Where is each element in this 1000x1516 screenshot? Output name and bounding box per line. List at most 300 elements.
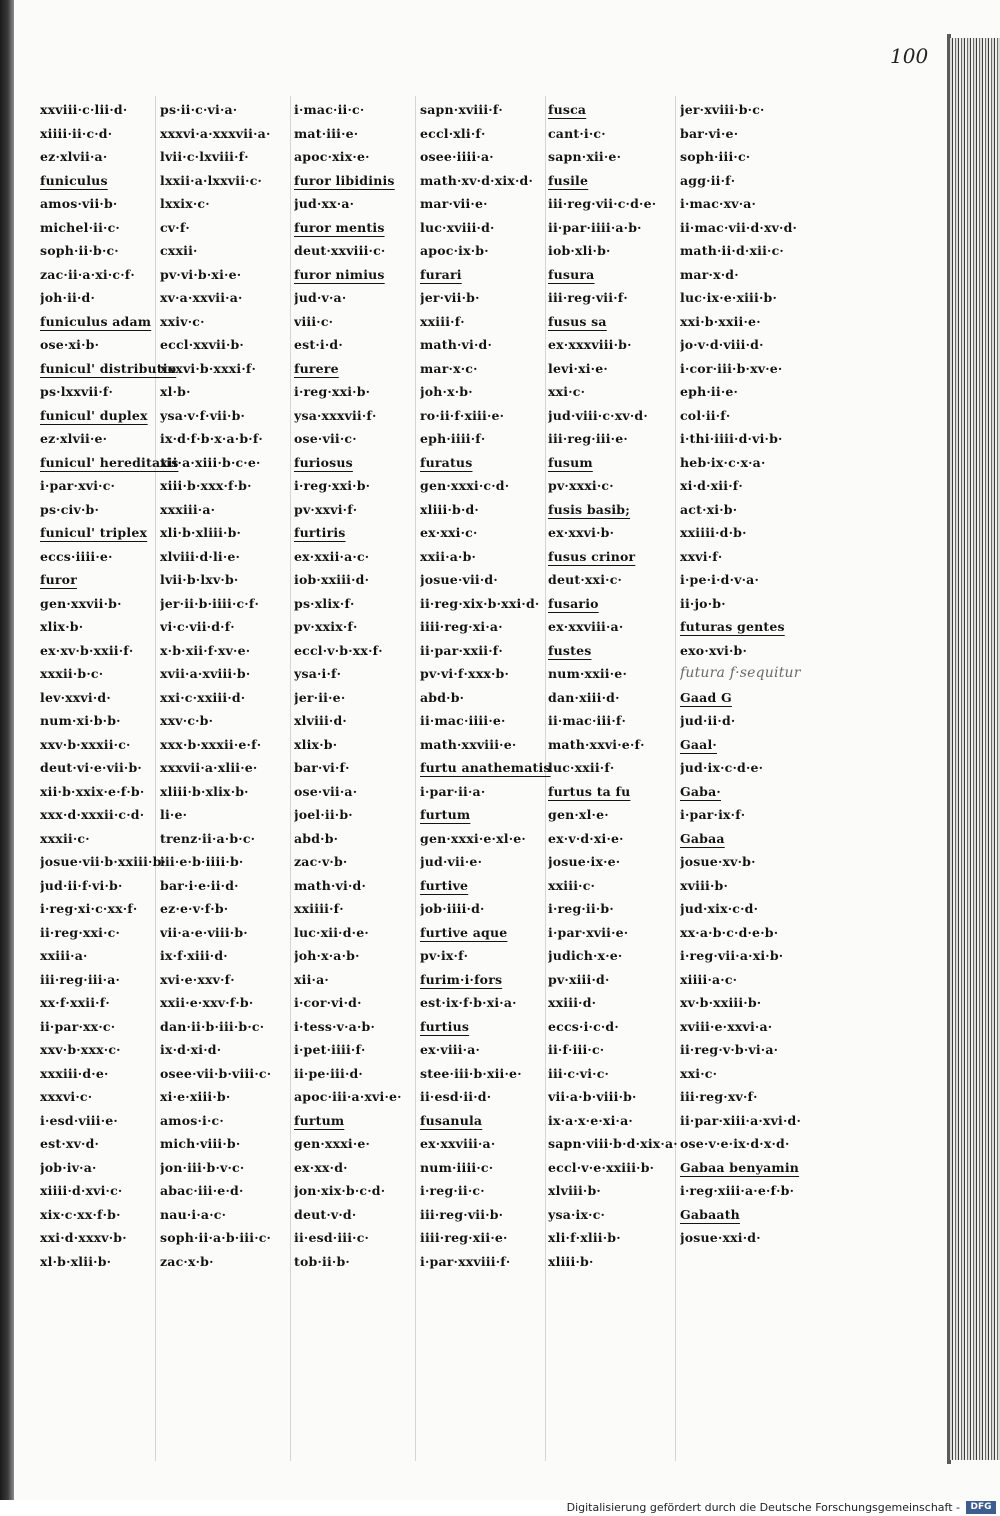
- binding-gutter: [0, 0, 14, 1500]
- index-reference: ro·ii·f·xiii·e·: [420, 407, 505, 423]
- index-reference: xiiii·d·xvi·c·: [40, 1183, 123, 1198]
- index-reference: num·iiii·c·: [420, 1159, 494, 1175]
- index-reference: eccl·v·b·xx·f·: [294, 642, 383, 658]
- index-reference: osee·iiii·a·: [420, 149, 494, 164]
- index-reference: xxviii·c·lii·d·: [40, 102, 128, 117]
- index-reference: deut·xxi·c·: [548, 572, 623, 587]
- index-reference: joh·ii·d·: [40, 290, 96, 305]
- index-heading: furor: [40, 572, 77, 587]
- index-reference: i·reg·xi·c·xx·f·: [40, 901, 138, 916]
- index-reference: apoc·iii·a·xvi·e·: [294, 1089, 402, 1104]
- index-reference: joh·x·b·: [420, 384, 473, 399]
- index-reference: xiiii·a·c·: [680, 971, 738, 987]
- index-reference: xxx·d·xxxii·c·d·: [40, 807, 145, 822]
- index-reference: ex·xxi·c·: [420, 525, 478, 540]
- index-reference: eccl·xli·f·: [420, 125, 486, 141]
- index-reference: jer·ii·b·iiii·c·f·: [160, 595, 259, 611]
- index-reference: jud·v·a·: [294, 290, 347, 305]
- index-reference: soph·ii·a·b·iii·c·: [160, 1230, 272, 1245]
- index-reference: xxiiii·d·b·: [680, 525, 747, 540]
- index-reference: amos·vii·b·: [40, 196, 118, 211]
- index-reference: xxii·a·b·: [420, 548, 477, 564]
- index-reference: xxv·b·xxxii·c·: [40, 736, 131, 752]
- index-reference: jud·ii·d·: [680, 713, 736, 728]
- index-reference: luc·xxii·f·: [548, 760, 615, 775]
- index-reference: xxxiii·d·e·: [40, 1065, 109, 1081]
- index-reference: ez·xlvii·a·: [40, 149, 108, 164]
- index-reference: iob·xxiii·d·: [294, 572, 370, 587]
- index-reference: i·par·xxviii·f·: [420, 1253, 511, 1269]
- index-reference: iii·reg·iii·e·: [548, 431, 628, 446]
- index-reference: cant·i·c·: [548, 125, 606, 141]
- index-reference: i·reg·ii·c·: [420, 1183, 485, 1198]
- index-reference: xx·a·b·c·d·e·b·: [680, 924, 779, 940]
- index-reference: ii·esd·iii·c·: [294, 1230, 370, 1245]
- index-reference: ex·xxviii·a·: [420, 1136, 496, 1151]
- index-reference: gen·xxxi·e·: [294, 1136, 371, 1151]
- index-reference: deut·xxviii·c·: [294, 243, 386, 258]
- index-reference: xxiiii·f·: [294, 901, 344, 916]
- index-reference: xvi·e·xxv·f·: [160, 971, 235, 987]
- index-reference: xxi·c·xxiii·d·: [160, 689, 246, 705]
- index-reference: eph·iiii·f·: [420, 431, 486, 446]
- index-reference: xxxii·b·c·: [40, 666, 104, 681]
- index-reference: abac·iii·e·d·: [160, 1183, 244, 1198]
- index-reference: i·reg·xxi·b·: [294, 384, 371, 399]
- index-reference: nau·i·a·c·: [160, 1206, 227, 1222]
- index-reference: eccl·xxvii·b·: [160, 337, 244, 352]
- index-heading: furtum: [420, 807, 471, 822]
- index-reference: futura f·sequitur: [680, 665, 801, 681]
- index-heading: funiculus: [40, 172, 108, 188]
- index-reference: mar·vii·e·: [420, 196, 488, 211]
- index-heading: funicul' triplex: [40, 525, 148, 540]
- index-reference: sapn·viii·b·d·xix·a·: [548, 1136, 678, 1151]
- index-heading: fusus crinor: [548, 548, 636, 564]
- index-reference: jud·xx·a·: [294, 196, 355, 211]
- index-heading: furor mentis: [294, 219, 385, 235]
- index-reference: xxi·d·xxxv·b·: [40, 1230, 127, 1245]
- index-reference: ii·reg·xix·b·xxi·d·: [420, 595, 540, 611]
- index-reference: osee·vii·b·viii·c·: [160, 1065, 272, 1081]
- index-reference: pv·xxix·f·: [294, 619, 358, 634]
- index-reference: xliii·b·d·: [420, 501, 479, 517]
- index-reference: iii·reg·xv·f·: [680, 1089, 758, 1104]
- index-reference: i·mac·xv·a·: [680, 196, 757, 211]
- index-reference: xlix·b·: [40, 619, 84, 634]
- index-reference: heb·ix·c·x·a·: [680, 454, 766, 470]
- index-reference: ps·civ·b·: [40, 501, 99, 517]
- index-reference: levi·xi·e·: [548, 360, 608, 376]
- index-reference: ose·xi·b·: [40, 337, 100, 352]
- index-reference: ex·viii·a·: [420, 1042, 481, 1057]
- index-heading: fusile: [548, 172, 589, 188]
- index-reference: jer·xviii·b·c·: [680, 102, 765, 117]
- index-reference: stee·iii·b·xii·e·: [420, 1065, 522, 1081]
- index-reference: math·vi·d·: [294, 877, 366, 893]
- index-reference: xxxvi·c·: [40, 1089, 93, 1104]
- index-reference: i·pe·i·d·v·a·: [680, 572, 760, 587]
- index-reference: xxxii·c·: [40, 830, 90, 846]
- index-reference: jud·viii·c·xv·d·: [548, 407, 648, 423]
- index-reference: i·pet·iiii·f·: [294, 1042, 366, 1057]
- index-reference: ysa·ix·c·: [548, 1206, 606, 1222]
- index-reference: xiii·b·xxx·f·b·: [160, 478, 252, 493]
- index-reference: job·iv·a·: [40, 1159, 97, 1175]
- index-heading: fusus sa: [548, 313, 607, 329]
- index-reference: ysa·v·f·vii·b·: [160, 407, 246, 423]
- index-reference: ii·pe·iii·d·: [294, 1065, 363, 1081]
- index-reference: xxiii·a·: [40, 948, 88, 963]
- index-reference: num·xi·b·b·: [40, 713, 121, 728]
- index-reference: xxi·b·xxii·e·: [680, 313, 761, 329]
- index-reference: pv·xxxi·c·: [548, 478, 614, 493]
- index-column-5: [548, 98, 688, 1273]
- index-reference: xlviii·d·li·e·: [160, 548, 241, 564]
- index-reference: jon·xix·b·c·d·: [294, 1183, 386, 1198]
- index-heading: Gaba·: [680, 783, 721, 799]
- index-reference: xxi·c·: [548, 384, 586, 399]
- index-reference: luc·xii·d·e·: [294, 924, 369, 940]
- index-reference: iii·e·b·iiii·b·: [160, 854, 244, 869]
- index-reference: xli·b·xliii·b·: [160, 525, 242, 540]
- index-reference: xlviii·d·: [294, 713, 347, 728]
- index-reference: xviii·e·xxvi·a·: [680, 1018, 773, 1034]
- index-heading: fusario: [548, 595, 599, 611]
- index-heading: furere: [294, 360, 339, 376]
- index-reference: ez·xlvii·e·: [40, 431, 108, 446]
- index-reference: xli·f·xlii·b·: [548, 1230, 621, 1245]
- index-reference: deut·v·d·: [294, 1206, 357, 1222]
- index-reference: ix·d·f·b·x·a·b·f·: [160, 431, 263, 446]
- index-reference: xxxvi·a·xxxvii·a·: [160, 125, 271, 141]
- index-heading: furtu anathematis: [420, 760, 551, 775]
- index-reference: jud·ix·c·d·e·: [680, 760, 764, 775]
- index-heading: furtive aque: [420, 924, 508, 940]
- book-page-edges: [950, 38, 1000, 1460]
- index-reference: ex·xxvi·b·: [548, 525, 615, 540]
- index-reference: xxvi·f·: [680, 548, 723, 564]
- index-reference: ii·reg·xxi·c·: [40, 924, 121, 940]
- index-reference: xxx·b·xxxii·e·f·: [160, 736, 262, 752]
- index-reference: i·mac·ii·c·: [294, 102, 365, 117]
- index-reference: iii·reg·vii·c·d·e·: [548, 196, 657, 211]
- index-reference: ps·ii·c·vi·a·: [160, 102, 238, 117]
- index-heading: furiosus: [294, 454, 353, 470]
- index-reference: viii·c·: [294, 313, 334, 329]
- index-reference: bar·vi·f·: [294, 760, 350, 775]
- index-heading: Gaal·: [680, 736, 717, 752]
- index-reference: soph·iii·c·: [680, 149, 751, 164]
- index-reference: trenz·ii·a·b·c·: [160, 830, 256, 846]
- index-reference: ex·xx·d·: [294, 1159, 348, 1175]
- index-reference: pv·ix·f·: [420, 948, 469, 963]
- index-reference: ps·lxxvii·f·: [40, 384, 114, 399]
- index-reference: xii·a·xiii·b·c·e·: [160, 454, 261, 470]
- index-heading: fustes: [548, 642, 592, 658]
- index-reference: xlix·b·: [294, 736, 338, 752]
- index-reference: ii·mac·vii·d·xv·d·: [680, 219, 798, 235]
- index-reference: ii·par·xiii·a·xvi·d·: [680, 1112, 802, 1128]
- index-reference: exo·xvi·b·: [680, 642, 748, 658]
- index-reference: pv·xxvi·f·: [294, 501, 358, 517]
- index-reference: xxii·e·xxv·f·b·: [160, 995, 254, 1010]
- index-reference: jud·xix·c·d·: [680, 901, 759, 916]
- index-reference: ysa·xxxvii·f·: [294, 407, 377, 423]
- index-reference: est·ix·f·b·xi·a·: [420, 995, 517, 1010]
- index-reference: i·cor·vi·d·: [294, 995, 362, 1010]
- index-heading: funicul' hereditatis: [40, 454, 179, 470]
- index-reference: i·reg·vii·a·xi·b·: [680, 948, 784, 963]
- index-reference: deut·vi·e·vii·b·: [40, 760, 142, 775]
- index-heading: furtive: [420, 877, 469, 893]
- index-reference: iiii·reg·xii·e·: [420, 1230, 508, 1245]
- index-reference: i·reg·xiii·a·e·f·b·: [680, 1183, 795, 1198]
- index-heading: fusanula: [420, 1112, 483, 1128]
- index-reference: xl·b·: [160, 384, 191, 399]
- index-reference: xx·f·xxii·f·: [40, 995, 110, 1010]
- index-reference: lvii·b·lxv·b·: [160, 572, 239, 587]
- index-reference: joel·ii·b·: [294, 807, 353, 822]
- index-reference: tob·ii·b·: [294, 1253, 350, 1269]
- index-column-4: [420, 98, 560, 1273]
- index-heading: Gaad G: [680, 689, 732, 705]
- index-reference: i·par·xvi·c·: [40, 478, 116, 493]
- index-reference: lev·xxvi·d·: [40, 689, 111, 705]
- index-reference: zac·v·b·: [294, 854, 348, 869]
- index-reference: jer·vii·b·: [420, 290, 480, 305]
- index-reference: pv·vi·f·xxx·b·: [420, 666, 510, 681]
- index-reference: iii·reg·vii·f·: [548, 290, 628, 305]
- index-reference: xi·d·xii·f·: [680, 478, 743, 493]
- index-reference: vi·c·vii·d·f·: [160, 619, 235, 634]
- index-reference: eccl·v·e·xxiii·b·: [548, 1159, 655, 1175]
- index-reference: ps·xlix·f·: [294, 595, 355, 611]
- index-heading: funiculus adam: [40, 313, 152, 329]
- index-reference: est·i·d·: [294, 337, 343, 352]
- index-reference: mich·viii·b·: [160, 1136, 241, 1151]
- index-column-1: [40, 98, 180, 1273]
- index-reference: ii·mac·iii·f·: [548, 713, 627, 728]
- index-reference: iob·xli·b·: [548, 243, 611, 258]
- index-heading: fusum: [548, 454, 593, 470]
- index-reference: xviii·b·: [680, 877, 729, 893]
- index-column-6: [680, 98, 830, 1250]
- index-reference: math·xxviii·e·: [420, 736, 517, 752]
- index-reference: i·reg·xxi·b·: [294, 478, 371, 493]
- index-reference: jud·ii·f·vi·b·: [40, 877, 123, 893]
- index-reference: est·xv·d·: [40, 1136, 100, 1151]
- index-heading: fusis basib;: [548, 501, 631, 517]
- index-reference: num·xxii·e·: [548, 666, 628, 681]
- index-reference: ex·v·d·xi·e·: [548, 830, 624, 846]
- index-reference: iii·reg·vii·b·: [420, 1206, 504, 1222]
- index-reference: ex·xxii·a·c·: [294, 548, 370, 564]
- index-reference: ii·f·iii·c·: [548, 1042, 605, 1057]
- index-heading: furtus ta fu: [548, 783, 631, 799]
- index-heading: futuras gentes: [680, 619, 785, 634]
- index-reference: cxxii·: [160, 243, 198, 258]
- footer-credit: Digitalisierung gefördert durch die Deutsche Forschungsgemeinschaft -: [566, 1501, 960, 1514]
- index-heading: furim·i·fors: [420, 971, 503, 987]
- index-reference: math·ii·d·xii·c·: [680, 243, 784, 258]
- index-reference: act·xi·b·: [680, 501, 738, 517]
- index-reference: xxiii·c·: [548, 877, 596, 893]
- index-column-3: [294, 98, 434, 1273]
- index-reference: ix·a·x·e·xi·a·: [548, 1112, 633, 1128]
- index-reference: apoc·ix·b·: [420, 243, 489, 258]
- index-reference: ose·vii·c·: [294, 431, 357, 446]
- index-reference: iii·reg·iii·a·: [40, 971, 121, 987]
- index-reference: xix·c·xx·f·b·: [40, 1206, 121, 1222]
- index-reference: jo·v·d·viii·d·: [680, 337, 764, 352]
- index-reference: job·iiii·d·: [420, 901, 485, 916]
- index-heading: furor nimius: [294, 266, 385, 282]
- index-reference: xiiii·ii·c·d·: [40, 125, 113, 141]
- index-heading: Gabaath: [680, 1206, 740, 1222]
- index-heading: furtum: [294, 1112, 345, 1128]
- index-reference: col·ii·f·: [680, 407, 731, 423]
- index-reference: jon·iii·b·v·c·: [160, 1159, 245, 1175]
- index-reference: eccs·i·c·d·: [548, 1018, 619, 1034]
- index-reference: eccs·iiii·e·: [40, 548, 113, 564]
- index-reference: michel·ii·c·: [40, 219, 120, 235]
- index-reference: zac·x·b·: [160, 1253, 214, 1269]
- index-reference: pv·xiii·d·: [548, 971, 610, 987]
- index-reference: agg·ii·f·: [680, 172, 736, 188]
- index-reference: lxxix·c·: [160, 196, 210, 211]
- index-heading: Gabaa: [680, 830, 725, 846]
- dfg-logo: DFG: [966, 1501, 996, 1514]
- index-reference: xxxiii·a·: [160, 501, 216, 517]
- index-reference: iiii·reg·xi·a·: [420, 619, 503, 634]
- index-heading: Gabaa benyamin: [680, 1159, 800, 1175]
- index-reference: josue·ix·e·: [548, 854, 621, 869]
- index-reference: math·vi·d·: [420, 337, 492, 352]
- index-reference: xxxvii·a·xlii·e·: [160, 760, 258, 775]
- index-reference: xl·b·xlii·b·: [40, 1253, 112, 1269]
- index-reference: math·xv·d·xix·d·: [420, 172, 533, 188]
- index-reference: josue·vii·b·xxiii·b·: [40, 854, 167, 869]
- index-reference: luc·xviii·d·: [420, 219, 495, 235]
- index-reference: cv·f·: [160, 219, 190, 235]
- index-reference: mar·x·d·: [680, 266, 739, 282]
- index-heading: furari: [420, 266, 462, 282]
- index-heading: funicul' duplex: [40, 407, 148, 423]
- index-reference: ix·d·xi·d·: [160, 1042, 222, 1057]
- index-reference: dan·ii·b·iii·b·c·: [160, 1018, 265, 1034]
- index-reference: ii·par·xx·c·: [40, 1018, 116, 1034]
- index-reference: ii·par·iiii·a·b·: [548, 219, 642, 235]
- index-reference: ose·vii·a·: [294, 783, 358, 799]
- index-reference: ez·e·v·f·b·: [160, 901, 229, 916]
- index-reference: i·par·ii·a·: [420, 783, 486, 799]
- index-reference: xxxvi·b·xxxi·f·: [160, 360, 256, 376]
- index-reference: xxiii·d·: [548, 995, 597, 1010]
- index-reference: ex·xxviii·a·: [548, 619, 624, 634]
- index-reference: xliii·b·xlix·b·: [160, 783, 249, 799]
- index-reference: ii·esd·ii·d·: [420, 1089, 492, 1104]
- index-reference: judich·x·e·: [548, 948, 623, 963]
- index-reference: ii·jo·b·: [680, 595, 726, 611]
- index-reference: xliii·b·: [548, 1253, 594, 1269]
- index-reference: vii·a·e·viii·b·: [160, 924, 248, 940]
- index-column-2: [160, 98, 300, 1273]
- index-reference: jud·vii·e·: [420, 854, 483, 869]
- index-reference: dan·xiii·d·: [548, 689, 620, 705]
- folio-number: 100: [890, 44, 929, 68]
- index-reference: bar·i·e·ii·d·: [160, 877, 239, 893]
- index-reference: i·cor·iii·b·xv·e·: [680, 360, 783, 376]
- index-reference: i·par·ix·f·: [680, 807, 746, 822]
- index-reference: ose·v·e·ix·d·x·d·: [680, 1136, 790, 1151]
- index-reference: lvii·c·lxviii·f·: [160, 149, 249, 164]
- index-reference: gen·xxxi·c·d·: [420, 478, 510, 493]
- index-reference: xv·a·xxvii·a·: [160, 290, 243, 305]
- index-reference: math·xxvi·e·f·: [548, 736, 645, 752]
- index-reference: eph·ii·e·: [680, 384, 739, 399]
- index-reference: apoc·xix·e·: [294, 149, 370, 164]
- index-reference: ysa·i·f·: [294, 666, 342, 681]
- index-reference: i·tess·v·a·b·: [294, 1018, 376, 1034]
- index-heading: furor libidinis: [294, 172, 395, 188]
- index-reference: xii·b·xxix·e·f·b·: [40, 783, 145, 799]
- index-reference: lxxii·a·lxxvii·c·: [160, 172, 263, 188]
- index-reference: vii·a·b·viii·b·: [548, 1089, 637, 1104]
- index-reference: sapn·xviii·f·: [420, 102, 503, 117]
- index-reference: xlviii·b·: [548, 1183, 601, 1198]
- digitization-footer: [0, 1500, 1000, 1516]
- index-reference: josue·vii·d·: [420, 572, 498, 587]
- index-reference: xxiv·c·: [160, 313, 205, 329]
- index-reference: i·esd·viii·e·: [40, 1112, 118, 1128]
- index-reference: joh·x·a·b·: [294, 948, 360, 963]
- index-heading: furatus: [420, 454, 473, 470]
- index-reference: soph·ii·b·c·: [40, 243, 119, 258]
- index-reference: i·reg·ii·b·: [548, 901, 614, 916]
- index-reference: zac·ii·a·xi·c·f·: [40, 266, 135, 282]
- index-reference: iii·c·vi·c·: [548, 1065, 610, 1081]
- index-reference: bar·vi·e·: [680, 125, 739, 141]
- index-reference: abd·b·: [420, 689, 465, 705]
- index-reference: ix·f·xiii·d·: [160, 948, 228, 963]
- index-reference: xxiii·f·: [420, 313, 465, 329]
- index-reference: xxv·b·xxx·c·: [40, 1042, 121, 1057]
- index-reference: sapn·xii·e·: [548, 149, 622, 164]
- index-heading: furtiris: [294, 525, 346, 540]
- index-heading: fusura: [548, 266, 595, 282]
- index-reference: gen·xxvii·b·: [40, 595, 122, 611]
- index-reference: gen·xxxi·e·xl·e·: [420, 830, 526, 846]
- index-reference: ex·xv·b·xxii·f·: [40, 642, 134, 658]
- index-reference: xv·b·xxiii·b·: [680, 995, 762, 1010]
- index-reference: pv·vi·b·xi·e·: [160, 266, 242, 282]
- index-reference: xi·e·xiii·b·: [160, 1089, 231, 1104]
- index-reference: ex·xxxviii·b·: [548, 337, 632, 352]
- index-reference: x·b·xii·f·xv·e·: [160, 642, 251, 658]
- index-reference: xxv·c·b·: [160, 713, 214, 728]
- index-reference: mat·iii·e·: [294, 125, 359, 141]
- index-reference: ii·mac·iiii·e·: [420, 713, 506, 728]
- index-reference: luc·ix·e·xiii·b·: [680, 290, 777, 305]
- index-reference: josue·xxi·d·: [680, 1230, 761, 1245]
- index-heading: fusca: [548, 102, 587, 117]
- index-reference: ii·reg·v·b·vi·a·: [680, 1042, 779, 1057]
- index-reference: xxi·c·: [680, 1065, 718, 1081]
- index-reference: josue·xv·b·: [680, 854, 756, 869]
- index-reference: mar·x·c·: [420, 360, 478, 376]
- index-reference: xvii·a·xviii·b·: [160, 666, 251, 681]
